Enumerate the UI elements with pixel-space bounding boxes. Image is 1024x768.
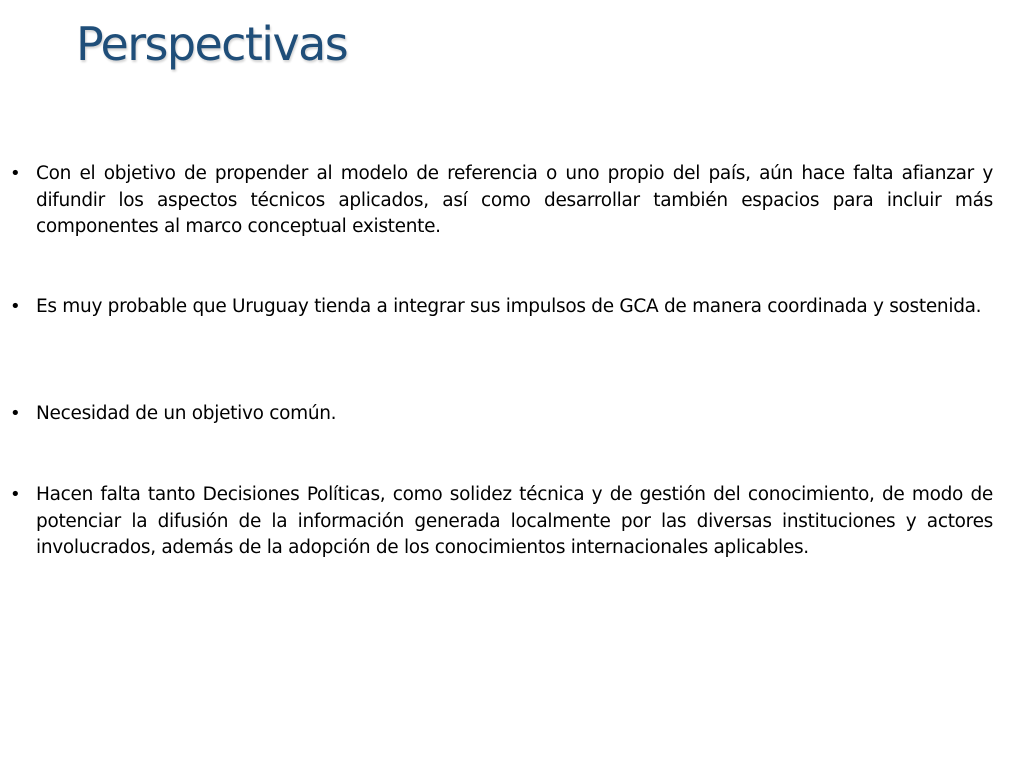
- bullet-marker: •: [10, 163, 21, 184]
- bullet-marker: •: [10, 296, 21, 317]
- bullet-text: Es muy probable que Uruguay tienda a integrar sus impulsos de GCA de manera coordinada y sostenida.: [36, 296, 982, 317]
- slide-title: Perspectivas: [76, 17, 348, 71]
- bullet-marker: •: [10, 484, 21, 505]
- bullet-text: Con el objetivo de propender al modelo de referencia o uno propio del país, aún hace falta afianzar y difundir los aspectos técnicos aplicados, así como desarrollar también espacios para incluir más componentes al marco conceptual existente.: [36, 163, 993, 237]
- bullet-text: Necesidad de un objetivo común.: [36, 403, 337, 424]
- bullet-text: Hacen falta tanto Decisiones Políticas, como solidez técnica y de gestión del conocimiento, de modo de potenciar la difusión de la información generada localmente por las diversas instituciones y actores involucrados, además de la adopción de los conocimientos internacionales aplicables.: [36, 484, 993, 558]
- bullet-marker: •: [10, 403, 21, 424]
